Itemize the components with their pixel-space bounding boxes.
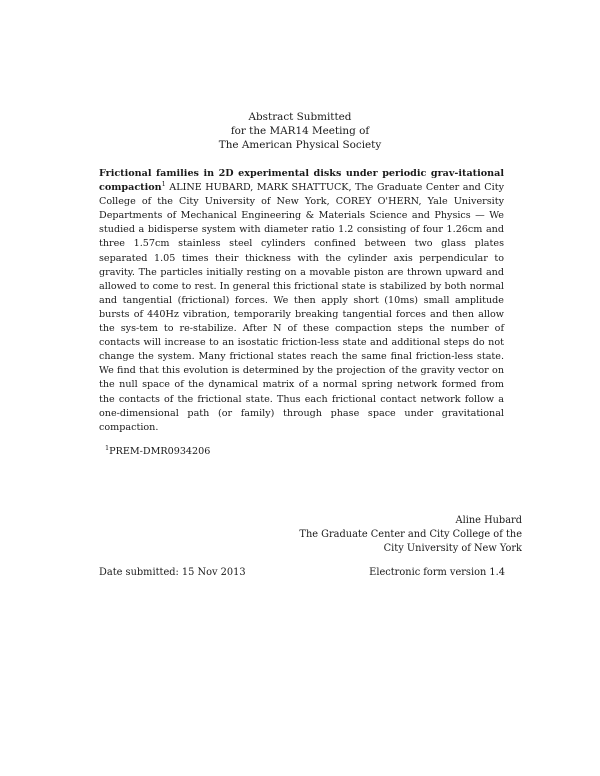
submitter-signature	[299, 514, 522, 557]
footnote	[105, 443, 211, 458]
footnote-text: PREM-DMR0934206	[109, 446, 211, 457]
date-submitted: Date submitted: 15 Nov 2013	[99, 567, 246, 578]
footnote-mark: 1	[105, 443, 110, 452]
submitter-affiliation-line2: City University of New York	[383, 543, 522, 555]
header-line-meeting: for the MAR14 Meeting of	[230, 125, 370, 137]
abstract-title: Frictional families in 2D experimental disks under periodic grav-itational compaction	[99, 168, 504, 194]
title-footnote-mark: 1	[161, 179, 166, 188]
submitter-affiliation-line1: The Graduate Center and City College of the	[299, 529, 522, 541]
submitter-name: Aline Hubard	[455, 515, 522, 526]
header-line-abstract-submitted: Abstract Submitted	[248, 111, 352, 123]
abstract-body	[99, 167, 504, 435]
header-line-society: The American Physical Society	[218, 139, 382, 151]
submission-header	[0, 110, 600, 152]
abstract-text: ALINE HUBARD, MARK SHATTUCK, The Graduate Center and City College of the City University of New York, COREY O'HERN, Yale University Departments of Mechanical Engineering & Materials Science and Physics — We studied a bidisperse system with diameter ratio 1.2 consisting of four 1.26cm and three 1.57cm stainless steel cylinders confined between two glass plates separated 1.05 times their thickness with the cylinder axis perpendicular to gravity. The particles initially resting on a movable piston are thrown upward and allowed to come to rest. In general this frictional state is stabilized by both normal and tangential (frictional) forces. We then apply short (10ms) small amplitude bursts of 440Hz vibration, temporarily breaking tangential forces and then allow the sys-tem to re-stabilize. After N of these compaction steps the number of contacts will increase to an isostatic friction-less state and additional steps do not change the system. Many frictional states reach the same final friction-less state. We find that this evolution is determined by the projection of the gravity vector on the null space of the dynamical matrix of a normal spring network formed from the contacts of the frictional state. Thus each frictional contact network follow a one-dimensional path (or family) through phase space under gravitational compaction.	[99, 182, 504, 433]
form-version: Electronic form version 1.4	[369, 567, 505, 578]
